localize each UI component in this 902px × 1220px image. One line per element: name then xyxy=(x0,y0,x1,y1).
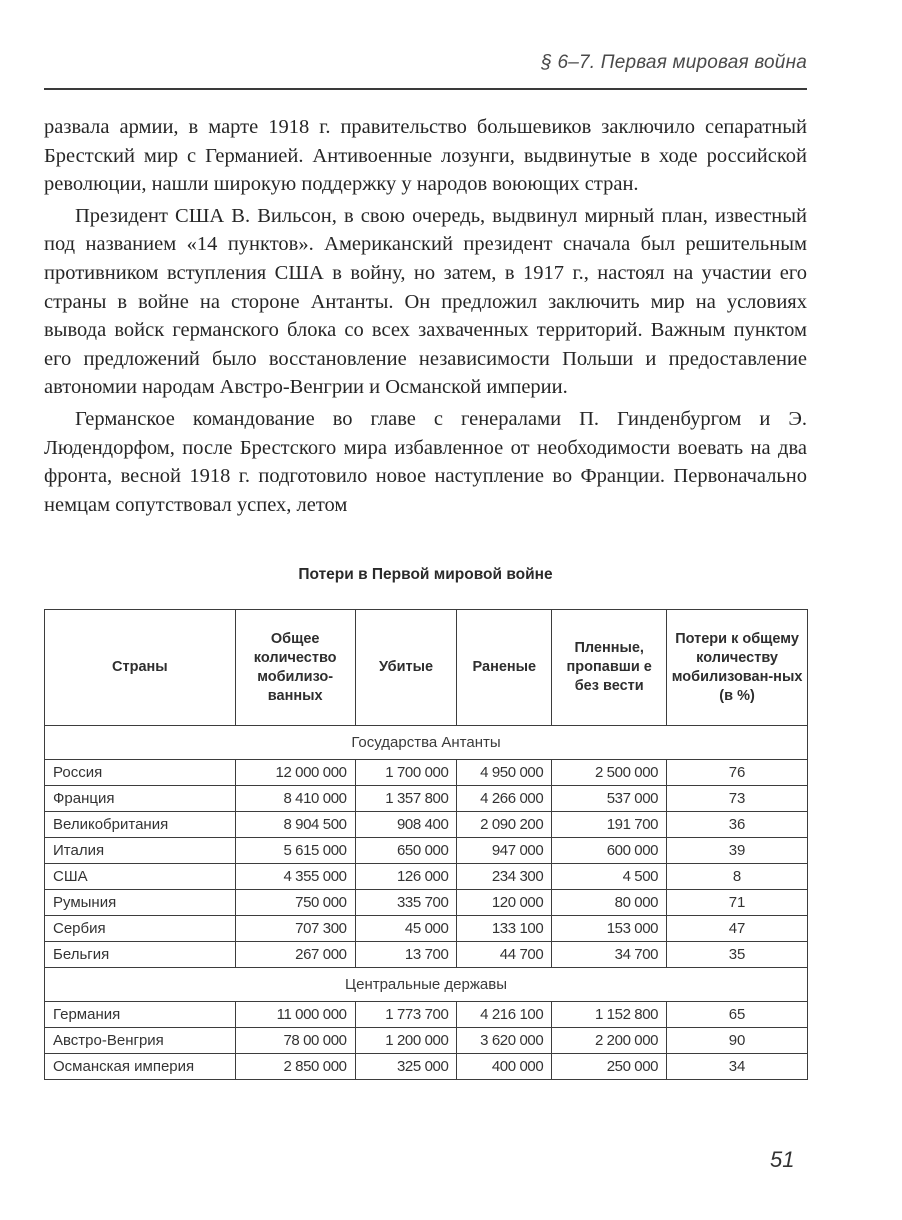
percent-cell: 35 xyxy=(667,942,808,968)
wounded-cell: 44 700 xyxy=(457,942,552,968)
country-cell: Франция xyxy=(45,786,236,812)
column-header-loss-percent: Потери к общему количеству мобилизован-ных (в %) xyxy=(667,610,808,726)
wounded-cell: 3 620 000 xyxy=(457,1028,552,1054)
country-cell: Италия xyxy=(45,838,236,864)
killed-cell: 1 200 000 xyxy=(355,1028,457,1054)
percent-cell: 90 xyxy=(667,1028,808,1054)
percent-cell: 71 xyxy=(667,890,808,916)
country-cell: Великобритания xyxy=(45,812,236,838)
prisoners-cell: 1 152 800 xyxy=(552,1002,667,1028)
killed-cell: 1 700 000 xyxy=(355,760,457,786)
mobilized-cell: 750 000 xyxy=(235,890,355,916)
group-label: Центральные державы xyxy=(45,968,808,1002)
body-text xyxy=(44,113,807,519)
killed-cell: 126 000 xyxy=(355,864,457,890)
country-cell: Германия xyxy=(45,1002,236,1028)
prisoners-cell: 537 000 xyxy=(552,786,667,812)
losses-table xyxy=(44,609,808,1080)
mobilized-cell: 707 300 xyxy=(235,916,355,942)
wounded-cell: 4 266 000 xyxy=(457,786,552,812)
mobilized-cell: 11 000 000 xyxy=(235,1002,355,1028)
killed-cell: 325 000 xyxy=(355,1054,457,1080)
column-header-country: Страны xyxy=(45,610,236,726)
wounded-cell: 133 100 xyxy=(457,916,552,942)
prisoners-cell: 80 000 xyxy=(552,890,667,916)
killed-cell: 335 700 xyxy=(355,890,457,916)
group-row xyxy=(45,726,808,760)
killed-cell: 1 773 700 xyxy=(355,1002,457,1028)
table-row xyxy=(45,916,808,942)
prisoners-cell: 153 000 xyxy=(552,916,667,942)
prisoners-cell: 191 700 xyxy=(552,812,667,838)
percent-cell: 76 xyxy=(667,760,808,786)
country-cell: Австро-Венгрия xyxy=(45,1028,236,1054)
killed-cell: 13 700 xyxy=(355,942,457,968)
group-row xyxy=(45,968,808,1002)
column-header-prisoners-missing: Пленные, пропавши е без вести xyxy=(552,610,667,726)
prisoners-cell: 600 000 xyxy=(552,838,667,864)
page-number: 51 xyxy=(770,1147,795,1172)
table-row xyxy=(45,1002,808,1028)
killed-cell: 1 357 800 xyxy=(355,786,457,812)
table-row xyxy=(45,942,808,968)
killed-cell: 908 400 xyxy=(355,812,457,838)
mobilized-cell: 267 000 xyxy=(235,942,355,968)
wounded-cell: 400 000 xyxy=(457,1054,552,1080)
mobilized-cell: 2 850 000 xyxy=(235,1054,355,1080)
wounded-cell: 4 216 100 xyxy=(457,1002,552,1028)
paragraph: Германское командование во главе с генералами П. Гинденбургом и Э. Людендорфом, после Брестского мира избавленное от необходимости воевать на два фронта, весной 1918 г. подготовило новое наступление во Франции. Первоначально немцам сопутствовал успех, летом xyxy=(44,407,807,516)
killed-cell: 45 000 xyxy=(355,916,457,942)
country-cell: Бельгия xyxy=(45,942,236,968)
group-label: Государства Антанты xyxy=(45,726,808,760)
table-row xyxy=(45,1054,808,1080)
running-head: § 6–7. Первая мировая война xyxy=(541,52,807,73)
wounded-cell: 4 950 000 xyxy=(457,760,552,786)
table-row xyxy=(45,786,808,812)
table-title: Потери в Первой мировой войне xyxy=(298,566,553,583)
percent-cell: 47 xyxy=(667,916,808,942)
paragraph: Президент США В. Вильсон, в свою очередь, выдвинул мирный план, известный под названием «14 пунктов». Американский президент сначала был решительным противником вступления США в войну, но затем, в 1917 г., настоял на участии его страны в войне на стороне Антанты. Он предложил заключить мир на условиях вывода войск германского блока со всех захваченных территорий. Важным пунктом его предложений было восстановление независимости Польши и предоставление автономии народам Австро-Венгрии и Османской империи. xyxy=(44,204,807,399)
percent-cell: 36 xyxy=(667,812,808,838)
prisoners-cell: 2 500 000 xyxy=(552,760,667,786)
wounded-cell: 120 000 xyxy=(457,890,552,916)
mobilized-cell: 8 904 500 xyxy=(235,812,355,838)
prisoners-cell: 250 000 xyxy=(552,1054,667,1080)
percent-cell: 73 xyxy=(667,786,808,812)
table-row xyxy=(45,890,808,916)
table-row xyxy=(45,838,808,864)
column-header-mobilized: Общее количество мобилизо-ванных xyxy=(235,610,355,726)
country-cell: США xyxy=(45,864,236,890)
table-header-row xyxy=(45,610,808,726)
table-row xyxy=(45,760,808,786)
wounded-cell: 947 000 xyxy=(457,838,552,864)
table-row xyxy=(45,812,808,838)
paragraph: развала армии, в марте 1918 г. правительство большевиков заключило сепаратный Брестский мир с Германией. Антивоенные лозунги, выдвинутые в ходе российской революции, нашли широкую поддержку у народов воюющих стран. xyxy=(44,116,807,196)
mobilized-cell: 12 000 000 xyxy=(235,760,355,786)
header-rule xyxy=(44,88,807,90)
wounded-cell: 234 300 xyxy=(457,864,552,890)
percent-cell: 8 xyxy=(667,864,808,890)
percent-cell: 34 xyxy=(667,1054,808,1080)
mobilized-cell: 4 355 000 xyxy=(235,864,355,890)
table-row xyxy=(45,864,808,890)
column-header-killed: Убитые xyxy=(355,610,457,726)
prisoners-cell: 2 200 000 xyxy=(552,1028,667,1054)
percent-cell: 39 xyxy=(667,838,808,864)
country-cell: Сербия xyxy=(45,916,236,942)
mobilized-cell: 78 00 000 xyxy=(235,1028,355,1054)
wounded-cell: 2 090 200 xyxy=(457,812,552,838)
percent-cell: 65 xyxy=(667,1002,808,1028)
prisoners-cell: 34 700 xyxy=(552,942,667,968)
mobilized-cell: 8 410 000 xyxy=(235,786,355,812)
prisoners-cell: 4 500 xyxy=(552,864,667,890)
country-cell: Османская империя xyxy=(45,1054,236,1080)
table-row xyxy=(45,1028,808,1054)
mobilized-cell: 5 615 000 xyxy=(235,838,355,864)
country-cell: Румыния xyxy=(45,890,236,916)
killed-cell: 650 000 xyxy=(355,838,457,864)
country-cell: Россия xyxy=(45,760,236,786)
column-header-wounded: Раненые xyxy=(457,610,552,726)
